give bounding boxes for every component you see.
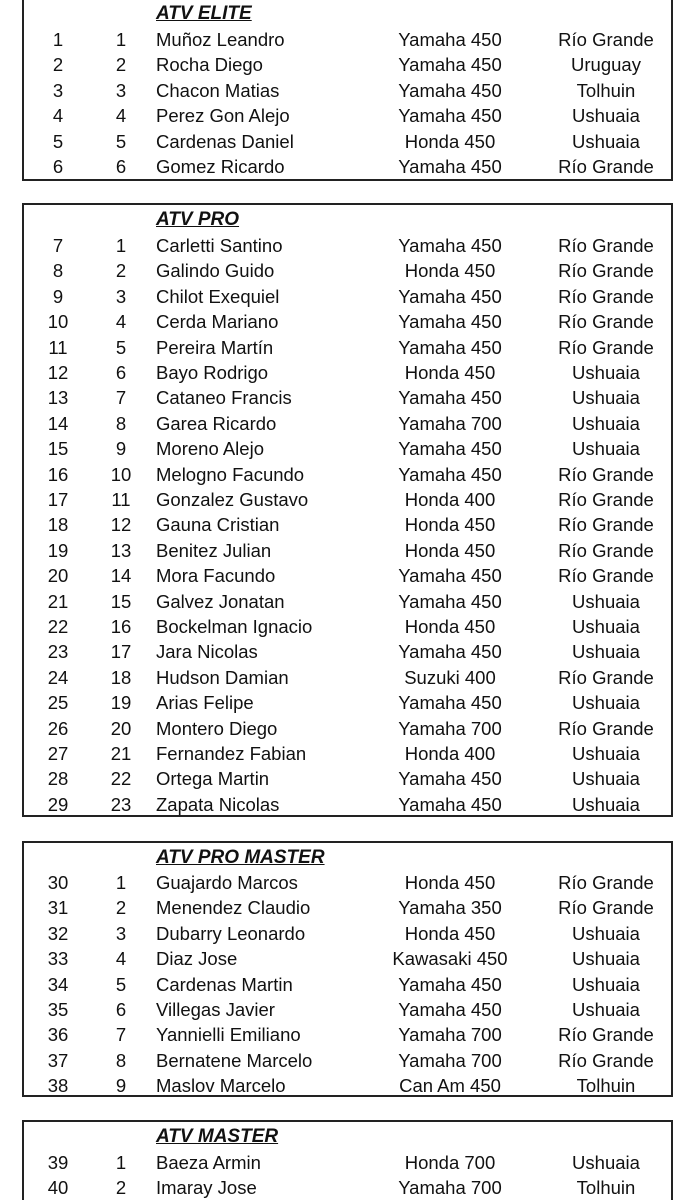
table-row (24, 690, 671, 715)
motorcycle: Yamaha 450 (398, 29, 502, 50)
city: Río Grande (558, 489, 654, 510)
rider-name: Hudson Damian (156, 666, 289, 688)
motorcycle: Yamaha 450 (398, 438, 502, 460)
table-row (24, 538, 671, 563)
rider-name: Cataneo Francis (156, 387, 292, 409)
overall-position: 27 (47, 743, 69, 764)
table-row (24, 972, 671, 997)
motorcycle: Yamaha 450 (398, 311, 502, 333)
rider-name: Muñoz Leandro (156, 29, 285, 50)
class-position: 6 (115, 999, 127, 1020)
table-row (24, 895, 671, 920)
overall-position: 21 (47, 590, 69, 612)
table-row (24, 512, 671, 537)
table-row (24, 741, 671, 766)
class-position: 9 (115, 1075, 127, 1097)
table-row (24, 360, 671, 385)
overall-position: 11 (48, 336, 68, 358)
table-row (24, 52, 671, 77)
table-row (24, 462, 671, 487)
motorcycle: Yamaha 450 (398, 793, 502, 815)
city: Río Grande (558, 666, 654, 688)
rider-name: Rocha Diego (156, 54, 263, 76)
table-row (24, 997, 671, 1022)
city: Uruguay (571, 54, 641, 76)
rider-name: Gonzalez Gustavo (156, 489, 309, 510)
class-position: 4 (115, 311, 127, 333)
overall-position: 10 (47, 311, 69, 333)
overall-position: 18 (47, 514, 69, 536)
table-row (24, 411, 671, 436)
rider-name: Galindo Guido (156, 260, 275, 282)
category-section (22, 203, 673, 817)
category-title: ATV MASTER (156, 1126, 279, 1147)
motorcycle: Honda 450 (404, 514, 496, 536)
overall-position: 28 (47, 768, 69, 790)
table-row (24, 487, 671, 512)
overall-position: 40 (47, 1177, 69, 1199)
overall-position: 15 (47, 438, 69, 460)
table-row (24, 233, 671, 258)
rider-name: Jara Nicolas (156, 641, 258, 663)
class-position: 14 (110, 565, 132, 587)
table-row (24, 563, 671, 588)
rider-name: Fernandez Fabian (156, 743, 307, 764)
motorcycle: Honda 450 (404, 260, 496, 282)
motorcycle: Yamaha 700 (398, 1049, 502, 1071)
motorcycle: Honda 450 (404, 616, 496, 637)
class-position: 6 (115, 156, 127, 177)
rider-name: Cerda Mariano (156, 311, 279, 333)
motorcycle: Yamaha 700 (398, 1177, 502, 1199)
city: Ushuaia (572, 948, 640, 970)
motorcycle: Yamaha 450 (398, 641, 502, 663)
table-row (24, 154, 671, 179)
motorcycle: Honda 450 (404, 362, 496, 383)
class-position: 2 (115, 1177, 127, 1199)
overall-position: 25 (47, 692, 69, 714)
class-position: 7 (115, 1024, 127, 1046)
class-position: 1 (115, 235, 127, 256)
city: Río Grande (558, 29, 654, 50)
motorcycle: Honda 700 (404, 1152, 496, 1173)
motorcycle: Yamaha 450 (398, 54, 502, 76)
overall-position: 38 (47, 1075, 69, 1097)
overall-position: 6 (52, 156, 64, 177)
overall-position: 30 (47, 872, 69, 893)
city: Río Grande (558, 897, 654, 919)
overall-position: 7 (52, 235, 64, 256)
class-position: 4 (115, 948, 127, 970)
table-row (24, 1022, 671, 1047)
table-row (24, 385, 671, 410)
class-position: 21 (110, 743, 132, 764)
table-row (24, 335, 671, 360)
rider-name: Ortega Martin (156, 768, 270, 790)
table-row (24, 921, 671, 946)
rider-name: Baeza Armin (156, 1152, 261, 1173)
overall-position: 9 (52, 285, 64, 307)
rider-name: Chilot Exequiel (156, 285, 280, 307)
motorcycle: Yamaha 450 (398, 336, 502, 358)
motorcycle: Yamaha 450 (398, 692, 502, 714)
motorcycle: Honda 450 (404, 922, 496, 944)
motorcycle: Yamaha 450 (398, 235, 502, 256)
overall-position: 5 (52, 130, 64, 152)
city: Ushuaia (572, 105, 640, 127)
rider-name: Pereira Martín (156, 336, 274, 358)
class-position: 3 (115, 285, 127, 307)
city: Ushuaia (572, 438, 640, 460)
table-row (24, 436, 671, 461)
class-position: 1 (115, 29, 127, 50)
motorcycle: Suzuki 400 (404, 666, 496, 688)
motorcycle: Yamaha 450 (398, 387, 502, 409)
class-position: 8 (115, 412, 127, 434)
table-row (24, 665, 671, 690)
table-row (24, 1073, 671, 1098)
motorcycle: Yamaha 450 (398, 973, 502, 995)
class-position: 2 (115, 54, 127, 76)
table-row (24, 1175, 671, 1200)
rider-name: Moreno Alejo (156, 438, 264, 460)
city: Ushuaia (572, 922, 640, 944)
city: Tolhuin (576, 1177, 636, 1199)
rider-name: Gomez Ricardo (156, 156, 285, 177)
motorcycle: Yamaha 700 (398, 412, 502, 434)
category-section (22, 841, 673, 1097)
class-position: 4 (115, 105, 127, 127)
city: Río Grande (558, 1049, 654, 1071)
rider-name: Garea Ricardo (156, 412, 277, 434)
table-row (24, 614, 671, 639)
overall-position: 37 (47, 1049, 69, 1071)
city: Ushuaia (572, 616, 640, 637)
motorcycle: Yamaha 450 (398, 565, 502, 587)
overall-position: 29 (47, 793, 69, 815)
table-row (24, 309, 671, 334)
class-position: 11 (111, 489, 131, 510)
class-position: 9 (115, 438, 127, 460)
table-row (24, 1048, 671, 1073)
overall-position: 1 (52, 29, 64, 50)
motorcycle: Yamaha 700 (398, 717, 502, 739)
class-position: 19 (110, 692, 132, 714)
city: Tolhuin (576, 79, 636, 101)
class-position: 3 (115, 79, 127, 101)
overall-position: 36 (47, 1024, 69, 1046)
overall-position: 14 (47, 412, 69, 434)
city: Río Grande (558, 463, 654, 485)
rider-name: Bayo Rodrigo (156, 362, 269, 383)
class-position: 8 (115, 1049, 127, 1071)
table-row (24, 639, 671, 664)
city: Ushuaia (572, 999, 640, 1020)
city: Ushuaia (572, 590, 640, 612)
city: Río Grande (558, 336, 654, 358)
table-row (24, 284, 671, 309)
rider-name: Cardenas Daniel (156, 130, 294, 152)
motorcycle: Honda 450 (404, 130, 496, 152)
overall-position: 2 (52, 54, 64, 76)
rider-name: Villegas Javier (156, 999, 275, 1020)
class-position: 3 (115, 922, 127, 944)
city: Río Grande (558, 285, 654, 307)
class-position: 12 (110, 514, 132, 536)
table-row (24, 129, 671, 154)
city: Ushuaia (572, 768, 640, 790)
rider-name: Bockelman Ignacio (156, 616, 313, 637)
rider-name: Chacon Matias (156, 79, 280, 101)
class-position: 23 (110, 793, 132, 815)
motorcycle: Yamaha 350 (398, 897, 502, 919)
city: Río Grande (558, 156, 654, 177)
motorcycle: Yamaha 450 (398, 285, 502, 307)
table-row (24, 946, 671, 971)
table-row (24, 589, 671, 614)
table-row (24, 870, 671, 895)
class-position: 5 (115, 130, 127, 152)
motorcycle: Yamaha 450 (398, 768, 502, 790)
city: Ushuaia (572, 692, 640, 714)
city: Ushuaia (572, 362, 640, 383)
overall-position: 35 (47, 999, 69, 1020)
rider-name: Diaz Jose (156, 948, 238, 970)
class-position: 1 (115, 872, 127, 893)
class-position: 5 (115, 973, 127, 995)
rider-name: Gauna Cristian (156, 514, 280, 536)
city: Río Grande (558, 311, 654, 333)
overall-position: 4 (52, 105, 64, 127)
table-row (24, 792, 671, 817)
overall-position: 3 (52, 79, 64, 101)
class-position: 2 (115, 260, 127, 282)
class-position: 7 (115, 387, 127, 409)
overall-position: 39 (47, 1152, 69, 1173)
table-row (24, 1150, 671, 1175)
class-position: 13 (110, 539, 132, 561)
overall-position: 23 (47, 641, 69, 663)
overall-position: 12 (47, 362, 69, 383)
category-section (22, 0, 673, 181)
rider-name: Bernatene Marcelo (156, 1049, 313, 1071)
city: Ushuaia (572, 641, 640, 663)
motorcycle: Yamaha 450 (398, 590, 502, 612)
rider-name: Guajardo Marcos (156, 872, 298, 893)
motorcycle: Yamaha 700 (398, 1024, 502, 1046)
class-position: 6 (115, 362, 127, 383)
motorcycle: Honda 450 (404, 539, 496, 561)
rider-name: Montero Diego (156, 717, 278, 739)
category-title: ATV ELITE (156, 3, 252, 24)
overall-position: 8 (52, 260, 64, 282)
overall-position: 20 (47, 565, 69, 587)
rider-name: Yannielli Emiliano (156, 1024, 301, 1046)
motorcycle: Honda 450 (404, 872, 496, 893)
table-row (24, 258, 671, 283)
city: Ushuaia (572, 743, 640, 764)
city: Ushuaia (572, 793, 640, 815)
table-row (24, 103, 671, 128)
class-position: 18 (110, 666, 132, 688)
motorcycle: Honda 400 (404, 743, 496, 764)
city: Ushuaia (572, 130, 640, 152)
class-position: 10 (110, 463, 132, 485)
overall-position: 34 (47, 973, 69, 995)
table-row (24, 78, 671, 103)
overall-position: 33 (47, 948, 69, 970)
overall-position: 22 (47, 616, 69, 637)
motorcycle: Yamaha 450 (398, 105, 502, 127)
rider-name: Cardenas Martin (156, 973, 293, 995)
overall-position: 16 (47, 463, 69, 485)
motorcycle: Yamaha 450 (398, 79, 502, 101)
rider-name: Menendez Claudio (156, 897, 311, 919)
city: Río Grande (558, 235, 654, 256)
city: Río Grande (558, 260, 654, 282)
city: Río Grande (558, 1024, 654, 1046)
overall-position: 13 (47, 387, 69, 409)
rider-name: Imaray Jose (156, 1177, 257, 1199)
class-position: 1 (115, 1152, 127, 1173)
category-title: ATV PRO MASTER (156, 847, 325, 868)
class-position: 22 (110, 768, 132, 790)
class-position: 15 (110, 590, 132, 612)
rider-name: Galvez Jonatan (156, 590, 285, 612)
rider-name: Zapata Nicolas (156, 793, 280, 815)
city: Río Grande (558, 514, 654, 536)
city: Ushuaia (572, 387, 640, 409)
class-position: 17 (110, 641, 132, 663)
class-position: 2 (115, 897, 127, 919)
class-position: 5 (115, 336, 127, 358)
overall-position: 24 (47, 666, 69, 688)
rider-name: Maslov Marcelo (156, 1075, 286, 1097)
overall-position: 19 (47, 539, 69, 561)
city: Río Grande (558, 539, 654, 561)
rider-name: Dubarry Leonardo (156, 922, 306, 944)
rider-name: Perez Gon Alejo (156, 105, 290, 127)
motorcycle: Honda 400 (404, 489, 496, 510)
motorcycle: Kawasaki 450 (392, 948, 508, 970)
rider-name: Carletti Santino (156, 235, 283, 256)
category-title: ATV PRO (156, 209, 240, 230)
city: Río Grande (558, 872, 654, 893)
city: Ushuaia (572, 412, 640, 434)
motorcycle: Can Am 450 (399, 1075, 501, 1097)
city: Río Grande (558, 717, 654, 739)
rider-name: Melogno Facundo (156, 463, 305, 485)
overall-position: 31 (47, 897, 69, 919)
motorcycle: Yamaha 450 (398, 463, 502, 485)
table-row (24, 716, 671, 741)
rider-name: Mora Facundo (156, 565, 276, 587)
rider-name: Benitez Julian (156, 539, 272, 561)
class-position: 20 (110, 717, 132, 739)
overall-position: 17 (47, 489, 69, 510)
city: Ushuaia (572, 973, 640, 995)
category-section (22, 1120, 673, 1200)
overall-position: 32 (47, 922, 69, 944)
table-row (24, 766, 671, 791)
rider-name: Arias Felipe (156, 692, 254, 714)
overall-position: 26 (47, 717, 69, 739)
city: Río Grande (558, 565, 654, 587)
class-position: 16 (110, 616, 132, 637)
table-row (24, 27, 671, 52)
city: Ushuaia (572, 1152, 640, 1173)
city: Tolhuin (576, 1075, 636, 1097)
motorcycle: Yamaha 450 (398, 999, 502, 1020)
motorcycle: Yamaha 450 (398, 156, 502, 177)
